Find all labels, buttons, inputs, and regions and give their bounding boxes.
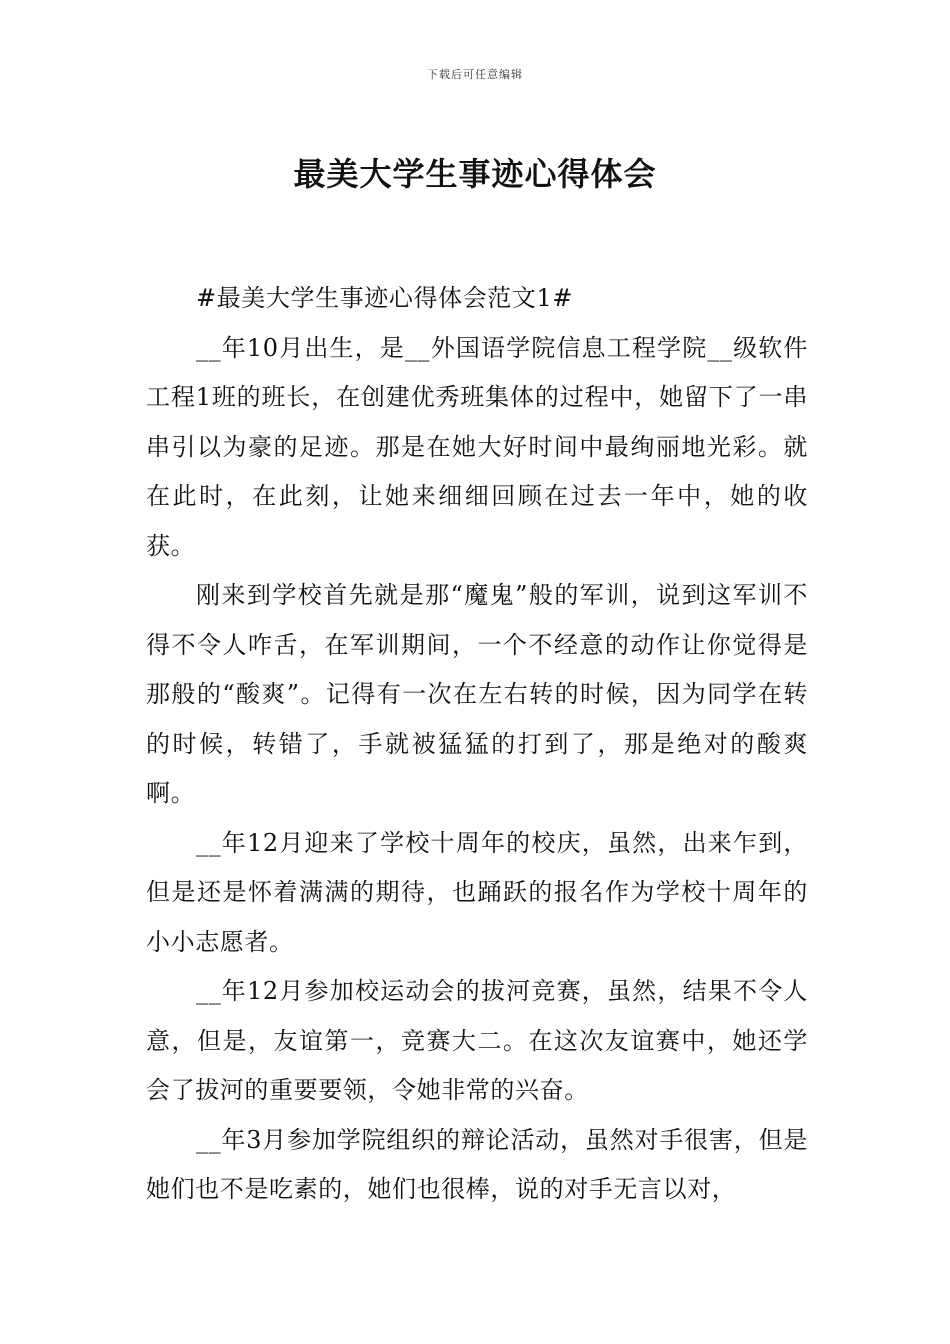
header-note: 下载后可任意编辑 — [427, 68, 523, 81]
document-title: 最美大学生事迹心得体会 — [293, 155, 657, 194]
paragraph-subheading: #最美大学生事迹心得体会范文1# — [196, 284, 574, 312]
document-body — [146, 274, 808, 1215]
paragraph: __年12月参加校运动会的拔河竞赛，虽然，结果不令人意，但是，友谊第一，竞赛大二。在这次友谊赛中，她还学会了拔河的重要要领，令她非常的兴奋。 — [146, 977, 808, 1104]
paragraph: __年10月出生，是__外国语学院信息工程学院__级软件工程1班的班长，在创建优秀班集体的过程中，她留下了一串串引以为豪的足迹。那是在她大好时间中最绚丽地光彩。就在此时，在此刻，让她来细细回顾在过去一年中，她的收获。 — [146, 333, 808, 560]
paragraph: __年12月迎来了学校十周年的校庆，虽然，出来乍到，但是还是怀着满满的期待，也踊跃的报名作为学校十周年的小小志愿者。 — [146, 828, 808, 956]
paragraph: __年3月参加学院组织的辩论活动，虽然对手很害，但是她们也不是吃素的，她们也很棒，说的对手无言以对， — [146, 1125, 808, 1203]
paragraph: 刚来到学校首先就是那“魔鬼”般的军训，说到这军训不得不令人咋舌，在军训期间，一个不经意的动作让你觉得是那般的“酸爽”。记得有一次在左右转的时候，因为同学在转的时候，转错了，手就被猛猛的打到了，那是绝对的酸爽啊。 — [146, 581, 808, 807]
